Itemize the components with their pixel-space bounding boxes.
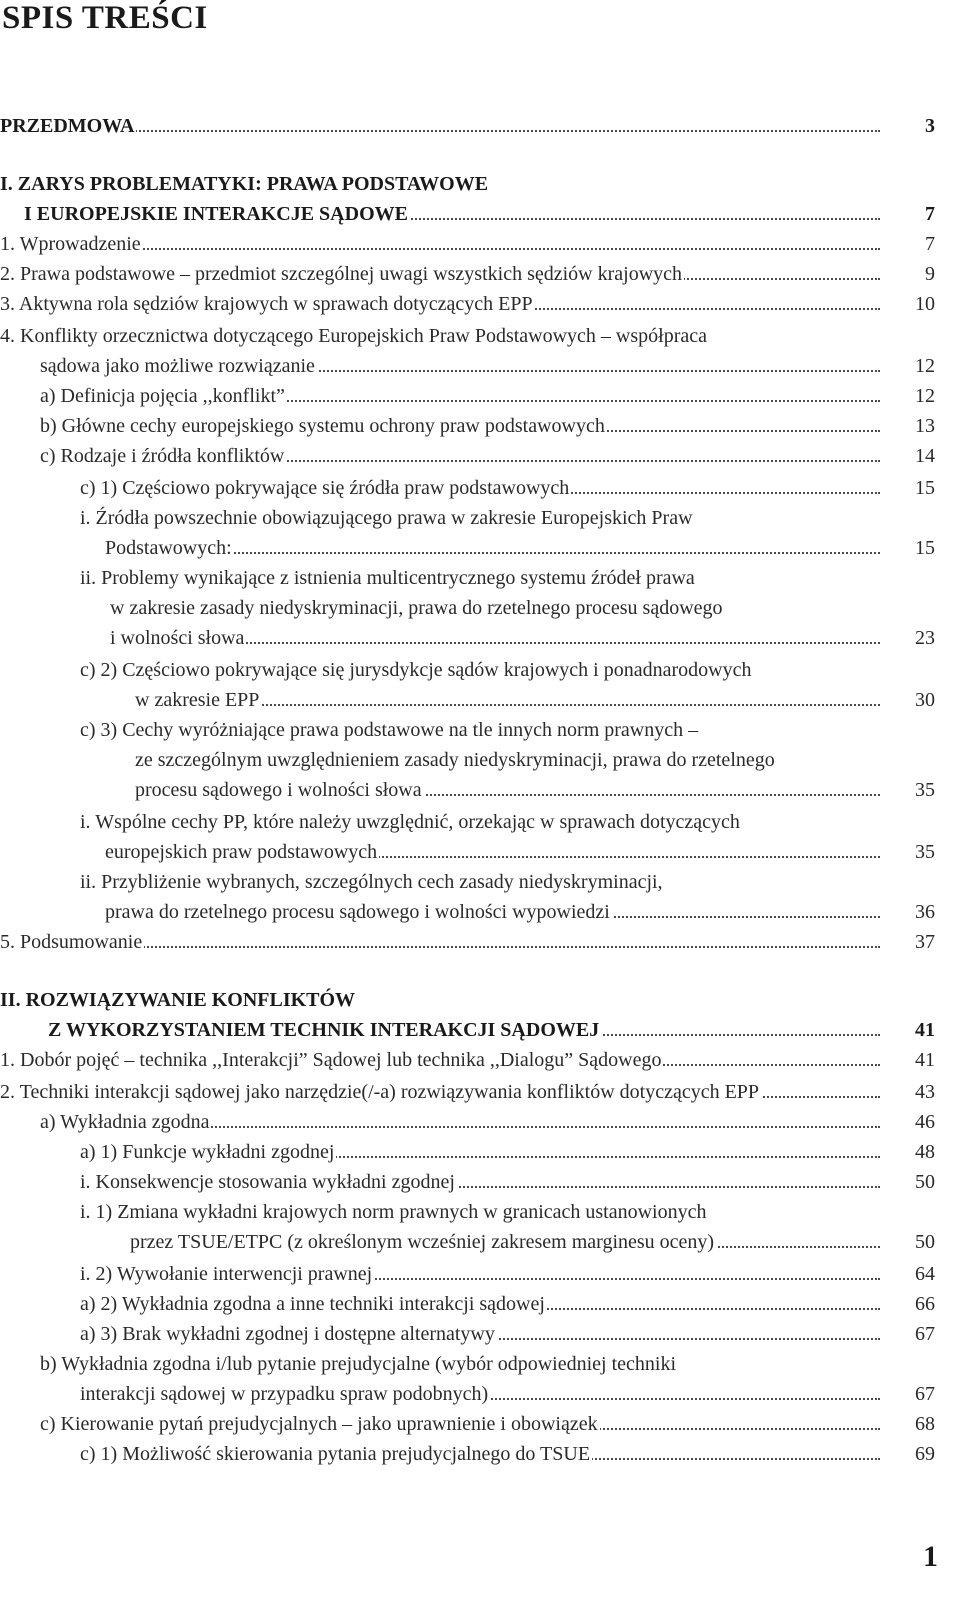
toc-entry-title: 2. Techniki interakcji sądowej jako narzędzie(/-a) rozwiązywania konfliktów dotyczących EPP bbox=[0, 1078, 761, 1106]
toc-entry-title: a) Wykładnia zgodna bbox=[40, 1108, 211, 1136]
toc-entry bbox=[0, 1078, 880, 1106]
toc-entry-title: Podstawowych: bbox=[105, 534, 234, 562]
toc-entry-page: 68 bbox=[915, 1413, 935, 1435]
toc-entry-title: II. ROZWIĄZYWANIE KONFLIKTÓW bbox=[0, 986, 357, 1014]
toc-entry-title: I. ZARYS PROBLEMATYKI: PRAWA PODSTAWOWE bbox=[0, 170, 490, 198]
toc-entry bbox=[40, 412, 880, 440]
toc-entry-title: c) 2) Częściowo pokrywające się jurysdykcje sądów krajowych i ponadnarodowych bbox=[80, 656, 753, 684]
toc-entry-page: 66 bbox=[915, 1293, 935, 1315]
toc-entry-page: 12 bbox=[915, 385, 935, 407]
toc-entry-title: a) 3) Brak wykładni zgodnej i dostępne alternatywy bbox=[80, 1320, 497, 1348]
toc-entry bbox=[40, 1410, 880, 1438]
toc-entry bbox=[105, 898, 880, 926]
toc-entry-title: i. Wspólne cechy PP, które należy uwzględnić, orzekając w sprawach dotyczących bbox=[80, 808, 742, 836]
toc-entry-title: prawa do rzetelnego procesu sądowego i wolności wypowiedzi bbox=[105, 898, 612, 926]
toc-entry bbox=[0, 230, 880, 258]
toc-entry-page: 36 bbox=[915, 901, 935, 923]
toc-entry-title: 1. Dobór pojęć – technika ,,Interakcji” Sądowej lub technika ,,Dialogu” Sądowego bbox=[0, 1046, 663, 1074]
toc-entry bbox=[40, 382, 880, 410]
toc-entry bbox=[80, 1198, 900, 1226]
toc-entry-title: ze szczególnym uwzględnieniem zasady niedyskryminacji, prawa do rzetelnego bbox=[135, 746, 777, 774]
toc-entry-page: 46 bbox=[915, 1111, 935, 1133]
toc-entry-page: 7 bbox=[925, 233, 935, 255]
toc-entry-page: 9 bbox=[925, 263, 935, 285]
toc-entry-page: 13 bbox=[915, 415, 935, 437]
toc-entry bbox=[135, 746, 900, 774]
toc-entry-title: w zakresie zasady niedyskryminacji, prawa do rzetelnego procesu sądowego bbox=[110, 594, 725, 622]
toc-entry bbox=[80, 1290, 880, 1318]
toc-entry bbox=[80, 808, 900, 836]
toc-entry-title: 2. Prawa podstawowe – przedmiot szczególnej uwagi wszystkich sędziów krajowych bbox=[0, 260, 684, 288]
toc-entry bbox=[0, 290, 880, 318]
toc-entry-title: ii. Problemy wynikające z istnienia multicentrycznego systemu źródeł prawa bbox=[80, 564, 697, 592]
toc-entry-page: 50 bbox=[915, 1231, 935, 1253]
toc-entry-page: 69 bbox=[915, 1443, 935, 1465]
toc-entry-page: 48 bbox=[915, 1141, 935, 1163]
toc-entry bbox=[80, 504, 900, 532]
toc-entry-title: b) Wykładnia zgodna i/lub pytanie prejudycjalne (wybór odpowiedniej techniki bbox=[40, 1350, 678, 1378]
toc-entry bbox=[80, 656, 900, 684]
toc-entry-page: 15 bbox=[915, 477, 935, 499]
toc-entry-title: b) Główne cechy europejskiego systemu ochrony praw podstawowych bbox=[40, 412, 607, 440]
toc-entry-title: a) Definicja pojęcia ,,konflikt” bbox=[40, 382, 287, 410]
toc-entry-title: c) Kierowanie pytań prejudycjalnych – jako uprawnienie i obowiązek bbox=[40, 1410, 600, 1438]
toc-entry bbox=[130, 1228, 880, 1256]
toc-entry bbox=[0, 170, 900, 198]
toc-entry bbox=[40, 442, 880, 470]
toc-entry bbox=[135, 776, 880, 804]
toc-entry bbox=[135, 686, 880, 714]
toc-entry-title: procesu sądowego i wolności słowa bbox=[135, 776, 424, 804]
toc-entry-title: 3. Aktywna rola sędziów krajowych w sprawach dotyczących EPP bbox=[0, 290, 535, 318]
toc-entry-page: 15 bbox=[915, 537, 935, 559]
toc-entry bbox=[40, 1108, 880, 1136]
toc-entry-page: 35 bbox=[915, 841, 935, 863]
toc-entry bbox=[80, 1168, 880, 1196]
toc-entry-page: 67 bbox=[915, 1383, 935, 1405]
toc-entry bbox=[105, 838, 880, 866]
toc-entry bbox=[110, 594, 900, 622]
toc-entry bbox=[0, 928, 880, 956]
toc-entry-title: przez TSUE/ETPC (z określonym wcześniej zakresem marginesu oceny) bbox=[130, 1228, 716, 1256]
toc-entry-title: i wolności słowa bbox=[110, 624, 246, 652]
toc-entry bbox=[40, 352, 880, 380]
toc-entry-title: 4. Konflikty orzecznictwa dotyczącego Europejskich Praw Podstawowych – współpraca bbox=[0, 322, 709, 350]
toc-entry-page: 43 bbox=[915, 1081, 935, 1103]
toc-entry bbox=[110, 624, 880, 652]
toc-entry-title: i. Źródła powszechnie obowiązującego prawa w zakresie Europejskich Praw bbox=[80, 504, 695, 532]
toc-entry-page: 64 bbox=[915, 1263, 935, 1285]
toc-entry bbox=[80, 1440, 880, 1468]
toc-entry-title: c) 1) Częściowo pokrywające się źródła praw podstawowych bbox=[80, 474, 571, 502]
toc-entry-title: 1. Wprowadzenie bbox=[0, 230, 143, 258]
toc-entry-page: 41 bbox=[915, 1049, 935, 1071]
toc-entry-page: 7 bbox=[925, 203, 935, 225]
toc-entry-page: 41 bbox=[915, 1019, 935, 1041]
page-number: 1 bbox=[923, 1540, 938, 1573]
toc-entry-title: PRZEDMOWA bbox=[0, 112, 136, 140]
toc-entry-page: 12 bbox=[915, 355, 935, 377]
toc-entry-title: c) 3) Cechy wyróżniające prawa podstawowe na tle innych norm prawnych – bbox=[80, 716, 700, 744]
toc-entry-title: ii. Przybliżenie wybranych, szczególnych cech zasady niedyskryminacji, bbox=[80, 868, 665, 896]
toc-entry-page: 67 bbox=[915, 1323, 935, 1345]
toc-entry-page: 37 bbox=[915, 931, 935, 953]
toc-entry bbox=[80, 1380, 880, 1408]
toc-entry bbox=[80, 1260, 880, 1288]
toc-entry bbox=[0, 322, 900, 350]
toc-entry-page: 10 bbox=[915, 293, 935, 315]
toc-entry-title: Z WYKORZYSTANIEM TECHNIK INTERAKCJI SĄDOWEJ bbox=[48, 1016, 601, 1044]
toc-entry-title: a) 2) Wykładnia zgodna a inne techniki interakcji sądowej bbox=[80, 1290, 547, 1318]
toc-entry bbox=[0, 260, 880, 288]
toc-entry bbox=[0, 112, 880, 140]
toc-entry bbox=[24, 200, 880, 228]
toc-entry-title: 5. Podsumowanie bbox=[0, 928, 144, 956]
toc-entry bbox=[48, 1016, 880, 1044]
toc-entry-page: 30 bbox=[915, 689, 935, 711]
toc-entry bbox=[80, 868, 900, 896]
page-title: SPIS TREŚCI bbox=[2, 0, 208, 36]
toc-entry bbox=[80, 474, 880, 502]
toc-entry-title: interakcji sądowej w przypadku spraw podobnych) bbox=[80, 1380, 490, 1408]
toc-entry bbox=[105, 534, 880, 562]
toc-entry-title: i. 2) Wywołanie interwencji prawnej bbox=[80, 1260, 374, 1288]
toc-entry-title: europejskich praw podstawowych bbox=[105, 838, 379, 866]
toc-entry bbox=[80, 1138, 880, 1166]
toc-entry-title: I EUROPEJSKIE INTERAKCJE SĄDOWE bbox=[24, 200, 410, 228]
toc-entry-page: 3 bbox=[925, 115, 935, 137]
toc-entry-page: 50 bbox=[915, 1171, 935, 1193]
toc-entry bbox=[0, 1046, 880, 1074]
toc-entry bbox=[0, 986, 900, 1014]
toc-entry-page: 14 bbox=[915, 445, 935, 467]
toc-entry-title: i. 1) Zmiana wykładni krajowych norm prawnych w granicach ustanowionych bbox=[80, 1198, 708, 1226]
toc-entry bbox=[40, 1350, 900, 1378]
toc-entry-title: w zakresie EPP bbox=[135, 686, 261, 714]
toc-entry bbox=[80, 716, 900, 744]
toc-entry-page: 35 bbox=[915, 779, 935, 801]
toc-entry-title: sądowa jako możliwe rozwiązanie bbox=[40, 352, 317, 380]
toc-entry-title: i. Konsekwencje stosowania wykładni zgodnej bbox=[80, 1168, 457, 1196]
toc-entry-page: 23 bbox=[915, 627, 935, 649]
toc-entry-title: c) Rodzaje i źródła konfliktów bbox=[40, 442, 286, 470]
toc-entry-title: a) 1) Funkcje wykładni zgodnej bbox=[80, 1138, 336, 1166]
toc-entry-title: c) 1) Możliwość skierowania pytania prejudycjalnego do TSUE bbox=[80, 1440, 592, 1468]
toc-entry bbox=[80, 1320, 880, 1348]
toc-entry bbox=[80, 564, 900, 592]
